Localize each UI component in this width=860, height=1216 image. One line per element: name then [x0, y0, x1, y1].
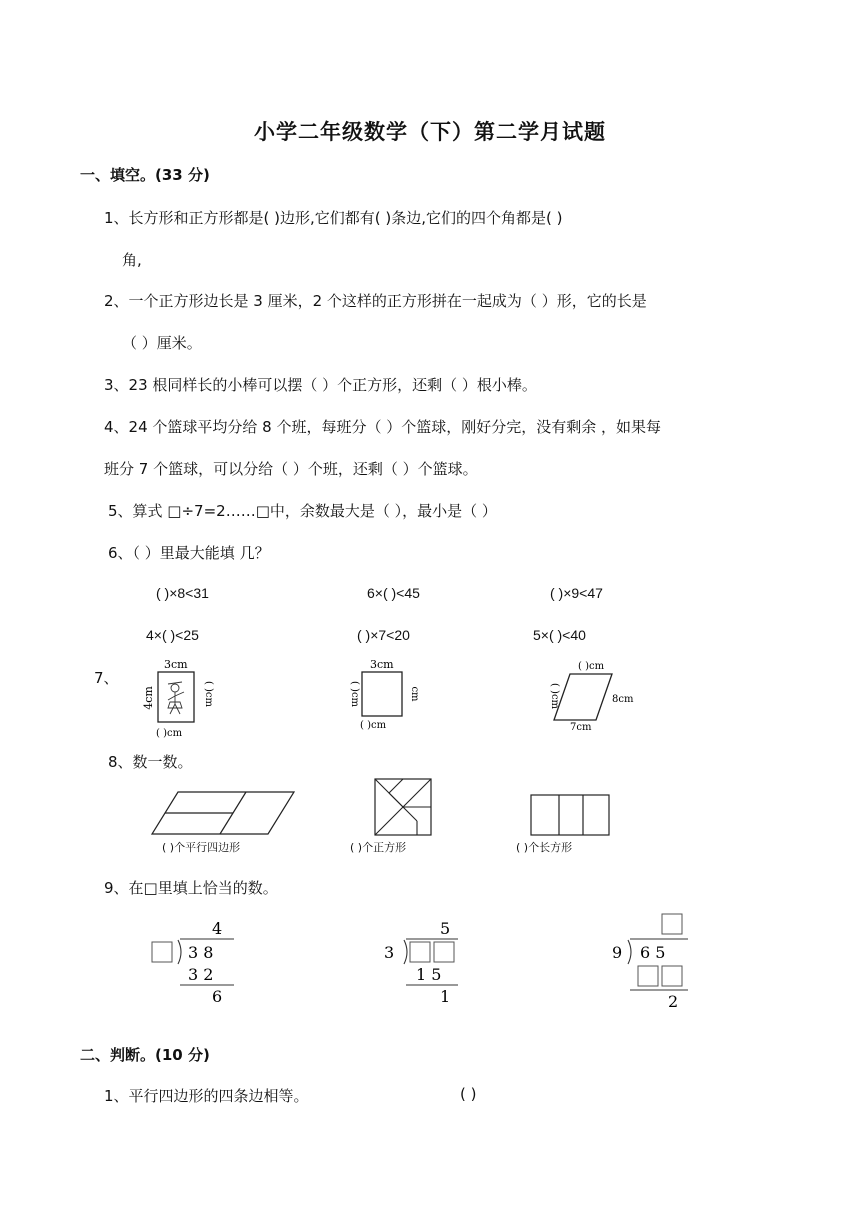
q7-square-figure [342, 656, 432, 736]
question-4-line-1: 4、24 个篮球平均分给 8 个班，每班分（ ）个篮球，刚好分完，没有剩余 ，如果每 [104, 418, 662, 436]
q7-fig3-top-label: ( )cm [578, 661, 605, 672]
q9-division-2 [380, 918, 480, 1008]
q6-item-2: 6×( )<45 [367, 585, 420, 601]
q9-fig2-quotient: 5 [440, 919, 451, 938]
q9-fig3-product-box-2 [662, 966, 682, 986]
q9-fig3-product-box-1 [638, 966, 658, 986]
question-4-line-2: 班分 7 个篮球，可以分给（ ）个班，还剩（ ）个篮球。 [104, 460, 478, 478]
question-6: 6、（ ）里最大能填 几？ [108, 544, 270, 562]
q9-fig2-dividend-box-2 [434, 942, 454, 962]
q9-fig1-quotient: 4 [212, 919, 223, 938]
q9-fig2-dividend-box-1 [410, 942, 430, 962]
q9-fig1-product: 3 2 [188, 965, 214, 984]
girl-drawing-icon [168, 682, 184, 714]
q9-fig3-dividend: 6 5 [640, 943, 666, 962]
q7-fig2-bottom-label: ( )cm [360, 720, 387, 731]
question-7: 7、 [94, 669, 119, 687]
question-9: 9、在□里填上恰当的数。 [104, 879, 278, 897]
q9-division-3 [608, 910, 698, 1014]
q7-fig3-right-label: 8cm [612, 694, 634, 705]
q9-fig2-product: 1 5 [416, 965, 442, 984]
section-2-heading: 二、判断。(10 分) [80, 1046, 210, 1064]
question-5: 5、算式 □÷7=2……□中，余数最大是（ ），最小是（ ） [108, 502, 497, 520]
q9-fig3-quotient-box [662, 914, 682, 934]
q8-parallelogram-figure [150, 790, 300, 836]
question-1-line-1: 1、长方形和正方形都是( )边形,它们都有( )条边,它们的四个角都是( ) [104, 209, 563, 227]
q6-item-4: 4×( )<25 [146, 627, 199, 643]
judge-question-1: 1、平行四边形的四条边相等。 [104, 1087, 309, 1105]
q6-item-6: 5×( )<40 [533, 627, 586, 643]
q7-fig2-left-label: ( )cm [349, 680, 360, 708]
question-2-line-2: （ ）厘米。 [122, 334, 202, 352]
q9-fig2-remainder: 1 [440, 987, 451, 1006]
q9-fig3-divisor: 9 [612, 943, 623, 962]
q9-fig1-divisor-box [152, 942, 172, 962]
page-title: 小学二年级数学（下）第二学月试题 [254, 120, 606, 144]
q9-fig2-divisor: 3 [384, 943, 395, 962]
section-1-heading: 一、填空。(33 分) [80, 166, 210, 184]
question-3: 3、23 根同样长的小棒可以摆（ ）个正方形，还剩（ ）根小棒。 [104, 376, 537, 394]
question-2-line-1: 2、一个正方形边长是 3 厘米，2 个这样的正方形拼在一起成为（ ）形，它的长是 [104, 292, 647, 310]
q7-fig1-bottom-label: ( )cm [156, 728, 183, 739]
q6-item-3: ( )×9<47 [550, 585, 603, 601]
q7-fig2-right-label: cm [409, 686, 420, 702]
q7-parallelogram-figure [540, 656, 660, 736]
q8-caption-parallelograms: ( )个平行四边形 [162, 841, 241, 854]
q6-item-5: ( )×7<20 [357, 627, 410, 643]
q7-rectangle-figure [138, 656, 228, 744]
q6-item-1: ( )×8<31 [156, 585, 209, 601]
q9-fig1-dividend: 3 8 [188, 943, 214, 962]
q7-fig2-top-label: 3cm [370, 658, 394, 671]
q9-division-1 [148, 918, 248, 1008]
q7-fig1-left-label: 4cm [142, 686, 155, 710]
q9-fig3-remainder: 2 [668, 992, 679, 1011]
q8-rectangles-figure [529, 793, 613, 837]
q8-caption-rectangles: ( )个长方形 [516, 841, 573, 854]
q7-fig1-top-label: 3cm [164, 658, 188, 671]
q7-fig3-left-label: ( )cm [549, 682, 560, 710]
q8-tangram-figure [373, 777, 435, 837]
q9-fig1-remainder: 6 [212, 987, 223, 1006]
q7-fig3-bottom-label: 7cm [570, 722, 592, 733]
question-1-line-2: 角, [122, 251, 142, 269]
question-8: 8、数一数。 [108, 753, 193, 771]
q8-caption-squares: ( )个正方形 [350, 841, 407, 854]
judge-question-1-blank: ( ) [460, 1085, 477, 1103]
q7-fig1-right-label: ( )cm [203, 680, 214, 708]
